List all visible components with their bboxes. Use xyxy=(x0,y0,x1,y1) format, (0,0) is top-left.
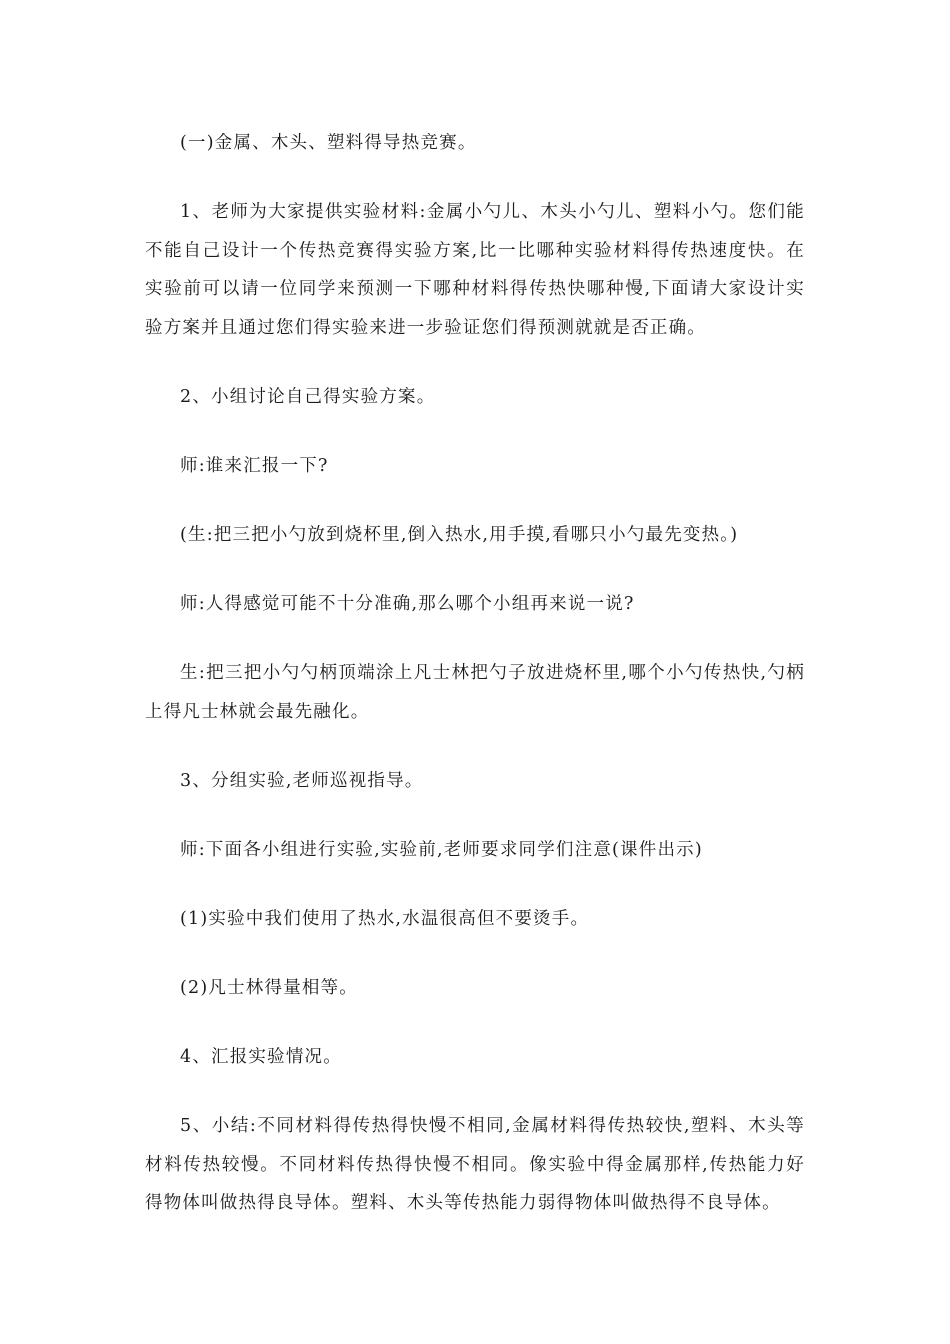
paragraph-step-2: 2、小组讨论自己得实验方案。 xyxy=(180,387,436,407)
paragraph-step-3: 3、分组实验,老师巡视指导。 xyxy=(180,771,424,791)
paragraph-student-answer-1: (生:把三把小勺放到烧杯里,倒入热水,用手摸,看哪只小勺最先变热。) xyxy=(180,525,739,545)
paragraph-note-1: (1)实验中我们使用了热水,水温很高但不要烫手。 xyxy=(180,909,590,929)
paragraph-step-5-summary: 5、小结:不同材料得传热得快慢不相同,金属材料得传热较快,塑料、木头等材料传热较慢。不同材料传热得快慢不相同。像实验中得金属那样,传热能力好得物体叫做热得良导体。塑料、木头等传热能力弱得物体叫做热得不良导体。 xyxy=(145,1116,805,1213)
section-heading: (一)金属、木头、塑料得导热竞赛。 xyxy=(180,133,477,153)
paragraph-teacher-question-2: 师:人得感觉可能不十分准确,那么哪个小组再来说一说? xyxy=(180,594,635,614)
document-body xyxy=(145,124,805,1223)
paragraph-step-1: 1、老师为大家提供实验材料:金属小勺儿、木头小勺儿、塑料小勺。您们能不能自己设计一个传热竞赛得实验方案,比一比哪种实验材料得传热速度快。在实验前可以请一位同学来预测一下哪种材料得传热快哪种慢,下面请大家设计实验方案并且通过您们得实验来进一步验证您们得预测就就是否正确。 xyxy=(145,202,805,338)
paragraph-note-2: (2)凡士林得量相等。 xyxy=(180,978,358,998)
paragraph-teacher-question-1: 师:谁来汇报一下? xyxy=(180,456,329,476)
paragraph-student-answer-2: 生:把三把小勺勺柄顶端涂上凡士林把勺子放进烧杯里,哪个小勺传热快,勺柄上得凡士林就会最先融化。 xyxy=(145,663,805,722)
paragraph-step-4: 4、汇报实验情况。 xyxy=(180,1047,342,1067)
paragraph-teacher-instructions: 师:下面各小组进行实验,实验前,老师要求同学们注意(课件出示) xyxy=(180,840,703,860)
